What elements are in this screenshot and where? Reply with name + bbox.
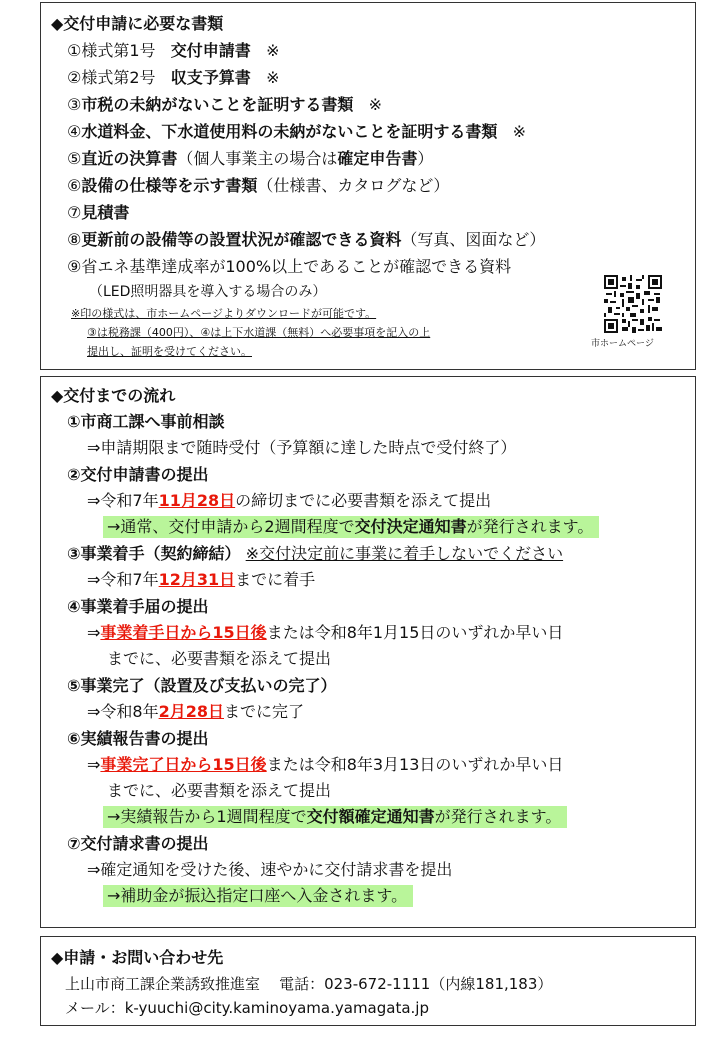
step-1-heading: ①市商工課へ事前相談	[67, 412, 225, 431]
deadline-date: 12月31日	[158, 570, 236, 589]
required-documents-section	[40, 2, 696, 370]
doc-item-4: ④水道料金、下水道使用料の未納がないことを証明する書類 ※	[67, 122, 527, 141]
contact-section	[40, 936, 696, 1026]
section-title: ◆申請・お問い合わせ先	[51, 948, 224, 967]
contact-email[interactable]: メール：k-yuuchi@city.kaminoyama.yamagata.jp	[65, 999, 429, 1017]
step-6-heading: ⑥実績報告書の提出	[67, 729, 209, 748]
office-name: 上山市商工課企業誘致推進室	[65, 975, 261, 993]
deadline-date: 2月28日	[158, 702, 224, 721]
doc-item-6: ⑥設備の仕様等を示す書類（仕様書、カタログなど）	[67, 176, 450, 195]
step-4-detail: ⇒事業着手日から15日後または令和8年1月15日のいずれか早い日	[87, 623, 564, 642]
step-5-detail: ⇒令和8年2月28日までに完了	[87, 702, 305, 721]
warning-note: ※交付決定前に事業に着手しないでください	[245, 544, 564, 563]
step-7-result: →補助金が振込指定口座へ入金されます。	[103, 885, 413, 907]
step-7-heading: ⑦交付請求書の提出	[67, 834, 209, 853]
step-3-heading: ③事業着手（契約締結） ※交付決定前に事業に着手しないでください	[67, 544, 564, 563]
doc-item-2: ②様式第2号 収支予算書 ※	[67, 68, 280, 87]
phone-number: 電話：023-672-1111（内線181,183）	[279, 975, 553, 993]
doc-item-8: ⑧更新前の設備等の設置状況が確認できる資料（写真、図面など）	[67, 230, 546, 249]
step-4-detail-2: までに、必要書類を添えて提出	[107, 649, 332, 668]
contact-office-line	[65, 973, 552, 995]
note-line-2: ③は税務課（400円）、④は上下水道課（無料）へ必要事項を記入の上	[87, 326, 431, 339]
step-6-detail-2: までに、必要書類を添えて提出	[107, 781, 332, 800]
step-7-detail: ⇒確定通知を受けた後、速やかに交付請求書を提出	[87, 860, 453, 879]
step-1-detail: ⇒申請期限まで随時受付（予算額に達した時点で受付終了）	[87, 438, 517, 457]
step-3-detail: ⇒令和7年12月31日までに着手	[87, 570, 316, 589]
section-title: ◆交付申請に必要な書類	[51, 14, 224, 33]
doc-item-7: ⑦見積書	[67, 203, 130, 222]
note-line-3: 提出し、証明を受けてください。	[87, 345, 252, 358]
section-title: ◆交付までの流れ	[51, 386, 176, 405]
step-6-detail: ⇒事業完了日から15日後または令和8年3月13日のいずれか早い日	[87, 755, 564, 774]
doc-item-3: ③市税の未納がないことを証明する書類 ※	[67, 95, 383, 114]
doc-item-1: ①様式第1号 交付申請書 ※	[67, 41, 280, 60]
deadline-text: 事業着手日から15日後	[100, 623, 267, 642]
doc-item-9-sub: （LED照明器具を導入する場合のみ）	[89, 284, 327, 300]
deadline-date: 11月28日	[158, 491, 236, 510]
qr-caption: 市ホームページ	[591, 339, 654, 349]
doc-item-5: ⑤直近の決算書（個人事業主の場合は確定申告書）	[67, 149, 434, 168]
qr-code-icon[interactable]	[604, 275, 662, 333]
step-5-heading: ⑤事業完了（設置及び支払いの完了）	[67, 676, 337, 695]
deadline-text: 事業完了日から15日後	[100, 755, 267, 774]
step-6-result: →実績報告から1週間程度で交付額確定通知書が発行されます。	[103, 806, 567, 828]
step-2-heading: ②交付申請書の提出	[67, 465, 209, 484]
step-2-result: →通常、交付申請から2週間程度で交付決定通知書が発行されます。	[103, 516, 599, 538]
doc-item-9: ⑨省エネ基準達成率が100%以上であることが確認できる資料	[67, 257, 512, 276]
note-line-1: ※印の様式は、市ホームページよりダウンロードが可能です。	[71, 307, 377, 320]
flow-section	[40, 376, 696, 928]
step-2-detail: ⇒令和7年11月28日の締切までに必要書類を添えて提出	[87, 491, 492, 510]
step-4-heading: ④事業着手届の提出	[67, 597, 209, 616]
